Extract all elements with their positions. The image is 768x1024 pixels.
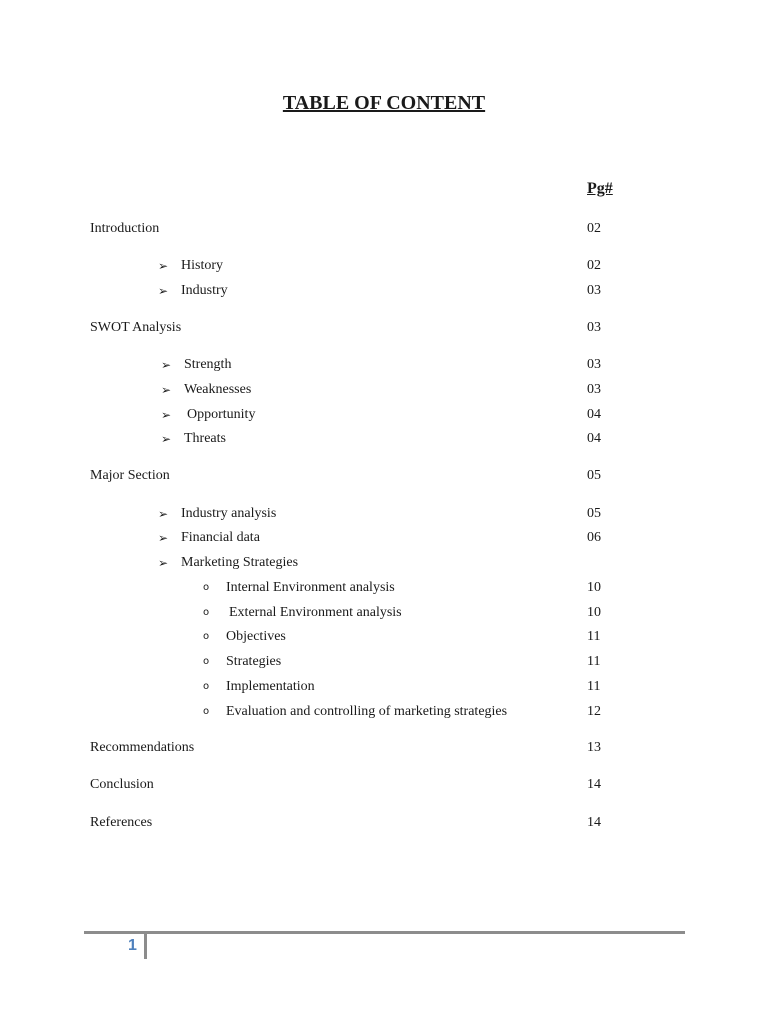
toc-entry-swot-analysis	[0, 318, 768, 338]
circle-bullet-icon: o	[203, 681, 210, 692]
toc-entry-conclusion	[0, 775, 768, 795]
toc-entry-page: 05	[587, 506, 601, 521]
toc-entry-page: 03	[587, 357, 601, 372]
circle-bullet-icon: o	[203, 582, 210, 593]
toc-entry-label: References	[90, 815, 153, 830]
arrow-bullet-icon: ➢	[158, 556, 169, 570]
toc-entry-label: Industry analysis	[181, 506, 277, 521]
toc-entry-label: Financial data	[181, 530, 260, 545]
arrow-bullet-icon: ➢	[158, 284, 169, 298]
toc-entry-industry-analysis	[0, 504, 768, 524]
toc-entry-label: Marketing Strategies	[181, 555, 299, 570]
arrow-bullet-icon: ➢	[158, 507, 169, 521]
toc-entry-page: 05	[587, 468, 601, 483]
toc-entry-implementation	[0, 677, 768, 697]
toc-entry-page: 03	[587, 283, 601, 298]
toc-entry-label: Evaluation and controlling of marketing strategies	[226, 704, 508, 719]
toc-entry-page: 12	[587, 704, 601, 719]
toc-entry-page: 11	[587, 629, 601, 644]
toc-entry-page: 11	[587, 654, 601, 669]
arrow-bullet-icon: ➢	[161, 358, 172, 372]
arrow-bullet-icon: ➢	[161, 408, 172, 422]
toc-entry-introduction	[0, 219, 768, 239]
toc-entry-strategies	[0, 652, 768, 672]
toc-entry-label: Major Section	[90, 468, 170, 483]
toc-entry-threats	[0, 429, 768, 449]
toc-entry-page: 03	[587, 382, 601, 397]
toc-entry-opportunity	[0, 405, 768, 425]
toc-entry-label: Conclusion	[90, 777, 154, 792]
toc-entry-history	[0, 256, 768, 276]
toc-title: TABLE OF CONTENT	[282, 92, 486, 114]
toc-entry-major-section	[0, 466, 768, 486]
page-column-header: Pg#	[587, 180, 613, 197]
toc-entry-industry	[0, 281, 768, 301]
footer-page-number: 1	[128, 937, 137, 954]
toc-entry-page: 04	[587, 407, 601, 422]
arrow-bullet-icon: ➢	[161, 383, 172, 397]
arrow-bullet-icon: ➢	[161, 432, 172, 446]
toc-entry-financial-data	[0, 528, 768, 548]
circle-bullet-icon: o	[203, 631, 210, 642]
toc-entry-references	[0, 813, 768, 833]
toc-entry-label: Opportunity	[187, 407, 256, 422]
arrow-bullet-icon: ➢	[158, 531, 169, 545]
toc-entry-label: SWOT Analysis	[90, 320, 182, 335]
toc-entry-label: External Environment analysis	[229, 605, 402, 620]
toc-entry-page: 06	[587, 530, 601, 545]
toc-entry-page: 11	[587, 679, 601, 694]
toc-entry-label: Threats	[184, 431, 226, 446]
toc-entry-strength	[0, 355, 768, 375]
toc-entry-label: Strategies	[226, 654, 282, 669]
toc-entry-page: 14	[587, 777, 601, 792]
toc-entry-label: Implementation	[226, 679, 315, 694]
toc-entry-marketing-strategies	[0, 553, 768, 573]
toc-entry-label: Objectives	[226, 629, 286, 644]
circle-bullet-icon: o	[203, 607, 210, 618]
toc-entry-recommendations	[0, 738, 768, 758]
footer-divider-tick	[144, 934, 147, 959]
toc-entry-label: Industry	[181, 283, 228, 298]
toc-entry-external-environment-analysis	[0, 603, 768, 623]
toc-entry-label: Internal Environment analysis	[226, 580, 395, 595]
toc-entry-page: 10	[587, 580, 601, 595]
toc-entry-page: 04	[587, 431, 601, 446]
toc-entry-page: 02	[587, 221, 601, 236]
toc-entry-internal-environment-analysis	[0, 578, 768, 598]
toc-entry-page: 03	[587, 320, 601, 335]
toc-entry-objectives	[0, 627, 768, 647]
circle-bullet-icon: o	[203, 706, 210, 717]
toc-entry-label: Introduction	[90, 221, 160, 236]
toc-entry-label: History	[181, 258, 223, 273]
arrow-bullet-icon: ➢	[158, 259, 169, 273]
toc-entry-label: Weaknesses	[184, 382, 252, 397]
toc-entry-page: 10	[587, 605, 601, 620]
toc-entry-page: 13	[587, 740, 601, 755]
toc-entry-label: Strength	[184, 357, 232, 372]
toc-entry-weaknesses	[0, 380, 768, 400]
toc-entry-label: Recommendations	[90, 740, 195, 755]
toc-entry-evaluation-and-controlling	[0, 702, 768, 722]
toc-entry-page: 02	[587, 258, 601, 273]
circle-bullet-icon: o	[203, 656, 210, 667]
toc-entry-page: 14	[587, 815, 601, 830]
footer-rule	[84, 931, 685, 934]
